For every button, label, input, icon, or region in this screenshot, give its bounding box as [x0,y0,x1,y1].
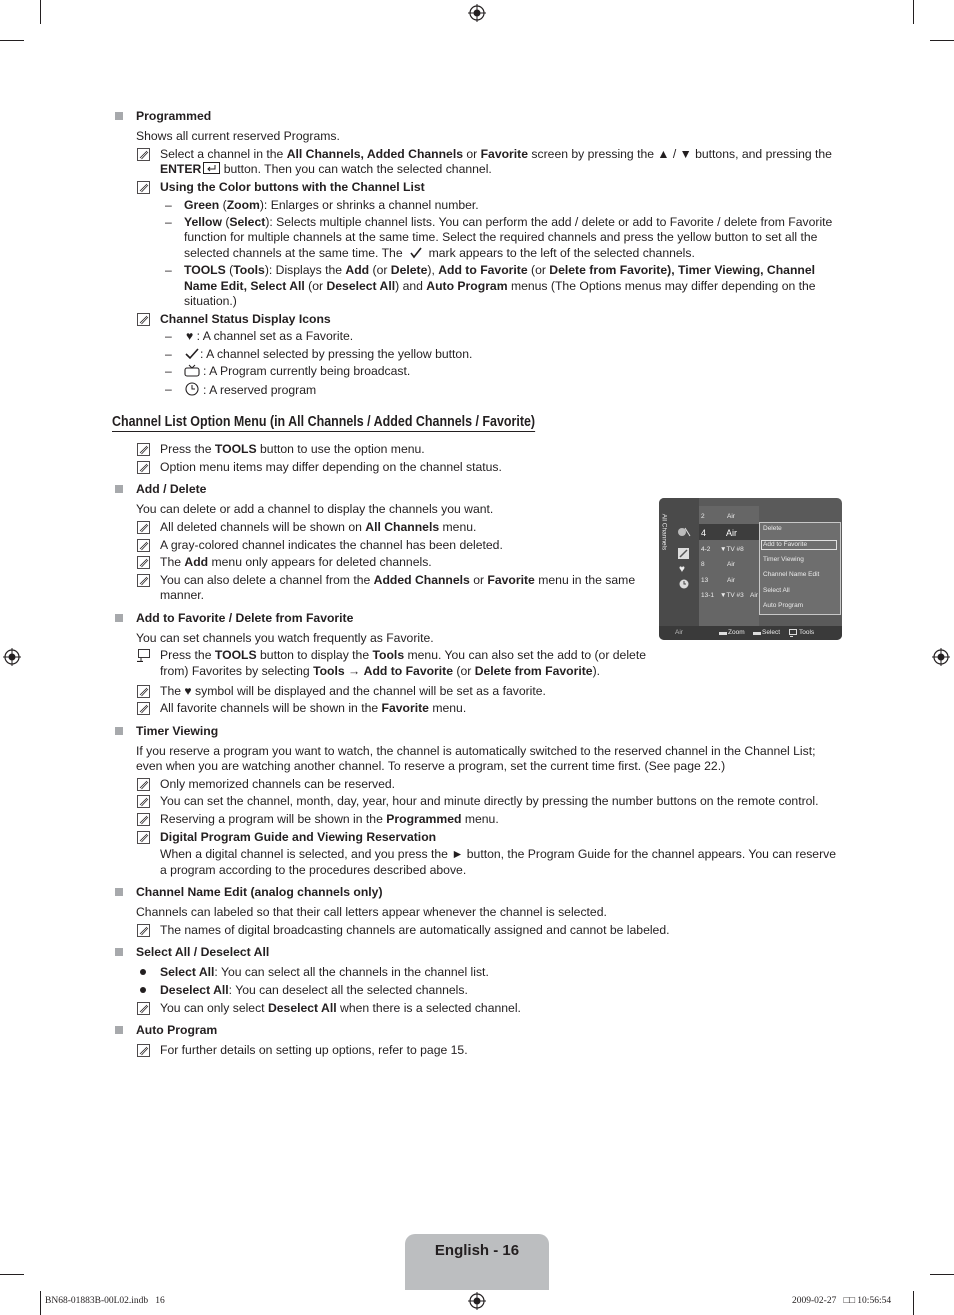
paragraph: If you reserve a program you want to watch, the channel is automatically switched to the reserved channel in the Channel List; [136,744,816,758]
note-text: from) Favorites by selecting Tools → Add to Favorite (or Delete from Favorite). [160,664,601,678]
channel-num: 2 [701,513,705,520]
tools-icon [789,629,797,637]
paragraph: You can set channels you watch frequently as Favorite. [136,631,434,645]
favorite-heart-icon: ♥ [679,564,685,575]
note-text: You can only select Deselect All when there is a selected channel. [160,1001,521,1015]
osd-menu-item[interactable]: Delete [763,525,782,532]
status-item: : A Program currently being broadcast. [184,364,410,379]
note-text: ENTER button. Then you can watch the selected channel. [160,162,492,176]
status-item: : A reserved program [184,382,316,398]
note-icon [137,574,150,587]
osd-menu-item[interactable]: Channel Name Edit [763,571,820,578]
list-item: selected channels at the same time. The mark appears to the left of the selected channels. [184,246,695,260]
list-item: Green (Zoom): Enlarges or shrinks a channel number. [184,198,479,212]
paragraph: Channels can labeled so that their call letters appear whenever the channel is selected. [136,905,607,919]
bullet-text: Deselect All: You can deselect all the selected channels. [160,983,468,997]
added-icon [678,548,689,559]
note-heading: Using the Color buttons with the Channel List [160,180,425,194]
osd-menu-item[interactable]: Select All [763,587,790,594]
note-icon [137,461,150,474]
section-heading: Select All / Deselect All [136,945,270,959]
crop-mark [913,1291,914,1315]
section-bullet-icon [115,948,123,956]
osd-bottom-bar [659,626,842,640]
channel-name-cutoff: Air [750,592,758,599]
crop-mark [40,0,41,24]
crop-mark [0,40,24,41]
note-icon [137,521,150,534]
section-bullet-icon [115,1026,123,1034]
note-heading: Digital Program Guide and Viewing Reservation [160,830,437,844]
heart-icon: ♥ [186,329,197,343]
note-icon [137,778,150,791]
section-bullet-icon [115,485,123,493]
note-icon [137,181,150,194]
slug-date: 2009-02-27 □□ 10:56:54 [792,1296,892,1306]
section-bullet-icon [115,112,123,120]
crop-mark [40,1291,41,1315]
note-text: Reserving a program will be shown in the Programmed menu. [160,812,499,826]
section-bullet-icon [115,727,123,735]
check-mark-icon [184,348,200,360]
note-icon [137,795,150,808]
paragraph: even when you are watching another channel. To reserve a program, set the current time first. (See page 22.) [136,759,726,773]
bullet-icon [140,987,146,993]
green-button-icon [719,632,727,635]
dash-bullet: – [165,215,172,229]
channel-name: Air [727,513,735,520]
status-item: : A channel selected by pressing the yellow button. [184,347,472,362]
list-item: Yellow (Select): Selects multiple channel lists. You can perform the add / delete or add to Favorite / delete from Favorite [184,215,833,229]
section-heading: Add to Favorite / Delete from Favorite [136,611,354,625]
registration-mark-icon [468,4,486,22]
note-icon [137,702,150,715]
crop-mark [930,40,954,41]
section-bullet-icon [115,614,123,622]
osd-bottom-air: Air [675,629,683,636]
note-icon [137,813,150,826]
paragraph: Shows all current reserved Programs. [136,129,340,143]
osd-menu-item[interactable]: Auto Program [763,602,804,609]
bullet-icon [140,969,146,975]
channel-num: 8 [701,561,705,568]
dash-bullet: – [165,364,172,378]
note-text: The ♥ symbol will be displayed and the channel will be set as a favorite. [160,684,546,698]
paragraph: You can delete or add a channel to display the channels you want. [136,502,494,516]
note-text: All favorite channels will be shown in the Favorite menu. [160,701,467,715]
yellow-button-icon [753,632,761,635]
note-icon [137,685,150,698]
registration-mark-icon [3,648,21,666]
enter-icon [203,162,220,174]
note-text: All deleted channels will be shown on All Channels menu. [160,520,477,534]
section-heading: Auto Program [136,1023,218,1037]
list-item: function for multiple channels at the same time. Select the required channels and press the yellow button to set all the [184,230,818,244]
section-heading: Programmed [136,109,212,123]
channel-name: Air [727,561,735,568]
section-heading: Channel Name Edit (analog channels only) [136,885,383,899]
page-number-label: English - 16 [434,1242,520,1259]
osd-menu-item[interactable]: Add to Favorite [763,541,808,548]
channel-list-osd [659,498,842,640]
clock-icon [679,579,689,589]
channel-num: 13-1 [701,592,715,599]
note-icon [137,831,150,844]
note-icon [137,924,150,937]
channel-name: ▼TV #3 [720,592,744,599]
crop-mark [913,0,914,24]
channel-name: Air [726,528,737,538]
list-item: Name Edit, Select All (or Deselect All) and Auto Program menus (The Options menus may differ depending on the [184,279,816,293]
section-bullet-icon [115,888,123,896]
note-text: The Add menu only appears for deleted channels. [160,555,432,569]
check-mark-icon [406,247,426,259]
note-text: You can also delete a channel from the Added Channels or Favorite menu in the same [160,573,636,587]
note-text: Select a channel in the All Channels, Added Channels or Favorite screen by pressing the ▲ / ▼ buttons, and pressing the [160,147,832,161]
tv-broadcast-icon [184,364,200,377]
note-icon [137,313,150,326]
section-heading: Add / Delete [136,482,207,496]
antenna-icon [677,526,691,538]
note-text: Press the TOOLS button to display the Tools menu. You can also set the add to (or delete [160,648,646,662]
registration-mark-icon [932,648,950,666]
note-icon [137,148,150,161]
note-text: Option menu items may differ depending on the channel status. [160,460,502,474]
note-icon [137,443,150,456]
list-item: TOOLS (Tools): Displays the Add (or Delete), Add to Favorite (or Delete from Favorite), Timer Viewing, Channel [184,263,816,277]
note-text: You can set the channel, month, day, year, hour and minute directly by pressing the number buttons on the remote control. [160,794,819,808]
tools-note-icon [137,649,150,662]
list-item: situation.) [184,294,237,308]
status-item: ♥ : A channel set as a Favorite. [186,329,354,343]
channel-name: Air [727,577,735,584]
osd-side-label: All Channels [660,513,668,551]
channel-name: ▼TV #8 [720,546,744,553]
note-text: manner. [160,588,205,602]
channel-num: 13 [701,577,709,584]
note-icon [137,539,150,552]
osd-select-label: Select [762,629,781,636]
dash-bullet: – [165,382,172,396]
dash-bullet: – [165,198,172,212]
osd-zoom-label: Zoom [728,629,745,636]
note-text: For further details on setting up options, refer to page 15. [160,1043,468,1057]
note-icon [137,1044,150,1057]
note-icon [137,556,150,569]
note-icon [137,1002,150,1015]
crop-mark [930,1274,954,1275]
clock-icon [184,382,200,396]
channel-num: 4-2 [701,546,711,553]
osd-tools-label: Tools [799,629,815,636]
bullet-text: Select All: You can select all the channels in the channel list. [160,965,489,979]
slug-file: BN68-01883B-00L02.indb 16 [45,1296,165,1306]
note-text: When a digital channel is selected, and you press the ► button, the Program Guide for the channel appears. You can reserve [160,847,837,861]
note-text: Only memorized channels can be reserved. [160,777,396,791]
note-text: Press the TOOLS button to use the option menu. [160,442,425,456]
crop-mark [0,1274,24,1275]
note-text: The names of digital broadcasting channels are automatically assigned and cannot be labeled. [160,923,670,937]
dash-bullet: – [165,347,172,361]
dash-bullet: – [165,329,172,343]
channel-num: 4 [701,528,707,538]
section-title: Channel List Option Menu (in All Channels / Added Channels / Favorite) [112,414,536,430]
note-heading: Channel Status Display Icons [160,312,331,326]
dash-bullet: – [165,263,172,277]
registration-mark-icon [468,1292,486,1310]
note-text: a program according to the procedures described above. [160,863,467,877]
osd-menu-item[interactable]: Timer Viewing [763,556,804,563]
section-heading: Timer Viewing [136,724,219,738]
note-text: A gray-colored channel indicates the channel has been deleted. [160,538,503,552]
